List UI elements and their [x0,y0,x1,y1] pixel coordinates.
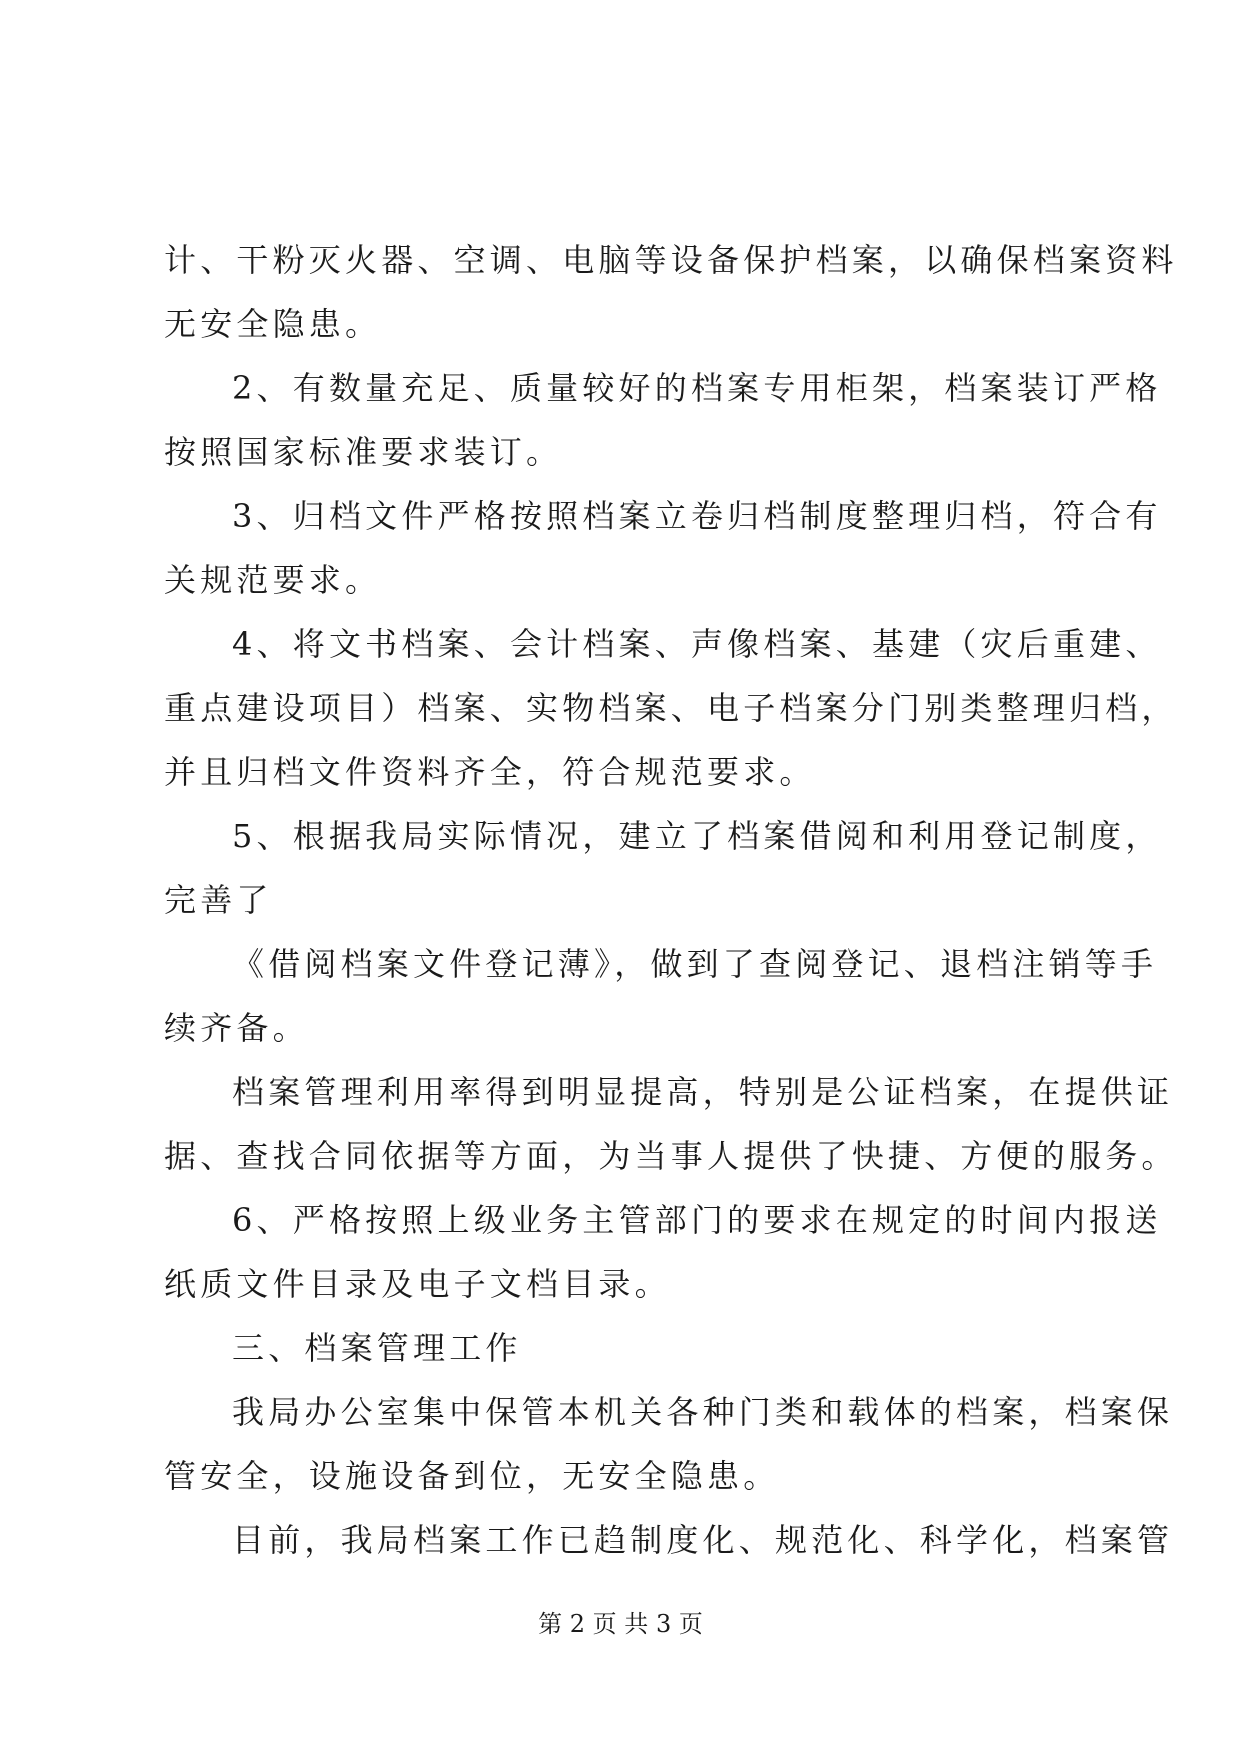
text-line: 据、查找合同依据等方面，为当事人提供了快捷、方便的服务。 [164,1137,1178,1175]
text-line: 关规范要求。 [164,561,382,599]
text-line: 3、归档文件严格按照档案立卷归档制度整理归档，符合有 [232,497,1162,535]
text-line: 重点建设项目）档案、实物档案、电子档案分门别类整理归档， [164,689,1178,727]
text-line: 《借阅档案文件登记薄》，做到了查阅登记、退档注销等手 [232,945,1158,983]
text-line: 按照国家标准要求装订。 [164,433,563,471]
text-line: 4、将文书档案、会计档案、声像档案、基建（灾后重建、 [232,625,1162,663]
text-line: 档案管理利用率得到明显提高，特别是公证档案，在提供证 [232,1073,1174,1111]
text-line: 我局办公室集中保管本机关各种门类和载体的档案，档案保 [232,1393,1174,1431]
text-line: 无安全隐患。 [164,305,382,343]
text-line: 完善了 [164,881,273,919]
section-heading: 三、档案管理工作 [232,1329,522,1367]
text-line: 续齐备。 [164,1009,309,1047]
text-line: 2、有数量充足、质量较好的档案专用柜架，档案装订严格 [232,369,1162,407]
document-body [164,228,1178,1572]
text-line: 计、干粉灭火器、空调、电脑等设备保护档案，以确保档案资料 [164,241,1178,279]
text-line: 并且归档文件资料齐全，符合规范要求。 [164,753,816,791]
page-number-footer: 第 2 页 共 3 页 [538,1610,703,1638]
text-line: 管安全，设施设备到位，无安全隐患。 [164,1457,780,1495]
text-line: 目前，我局档案工作已趋制度化、规范化、科学化，档案管 [232,1521,1174,1559]
text-line: 6、严格按照上级业务主管部门的要求在规定的时间内报送 [232,1201,1162,1239]
text-line: 5、根据我局实际情况，建立了档案借阅和利用登记制度， [232,817,1162,855]
text-line: 纸质文件目录及电子文档目录。 [164,1265,671,1303]
